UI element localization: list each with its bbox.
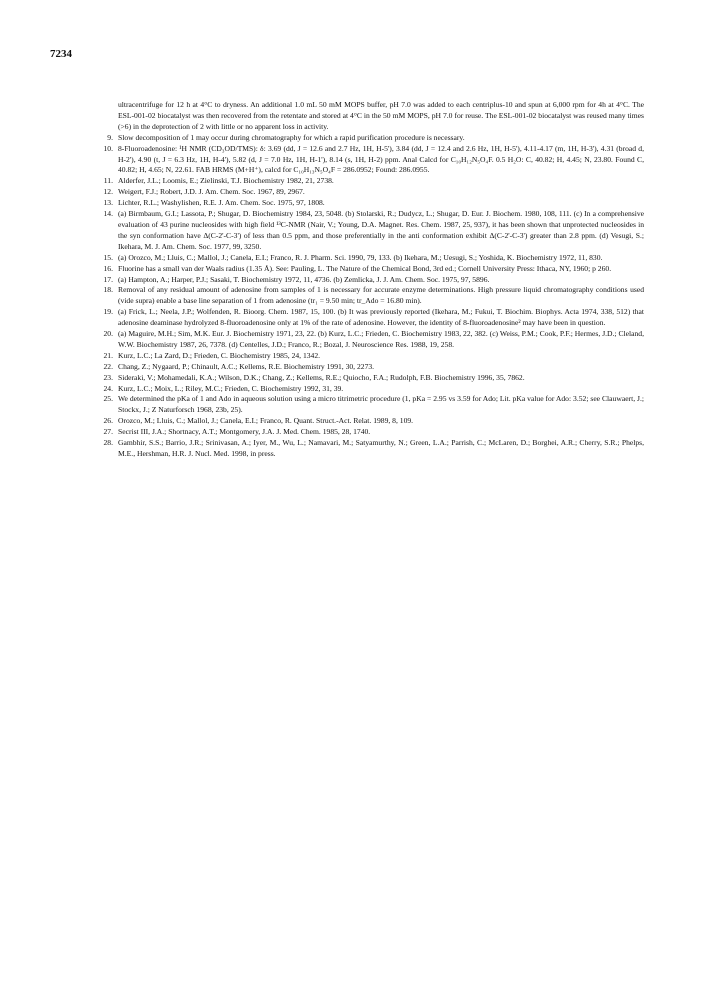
reference-text: Lichter, R.L.; Washylishen, R.E. J. Am. Chem. Soc. 1975, 97, 1808. xyxy=(118,198,325,208)
reference-28 xyxy=(92,438,644,460)
reference-continuation: ultracentrifuge for 12 h at 4°C to dryness. An additional 1.0 mL 50 mM MOPS buffer, pH 7.0 was added to each centriplus-10 and spun at 6,000 rpm for 4h at 4°C. The ESL-001-02 biocatalyst was then recovered from the retentate and stored at 4°C in the 50 mM MOPS, pH 7.0 for reuse. The ESL-001-02 biocatalyst was reused many times (>6) in the deprotection of 2 with little or no apparent loss in activity. xyxy=(118,100,644,131)
reference-number: 22. xyxy=(103,361,113,371)
reference-9 xyxy=(92,133,644,144)
reference-text: 8-Fluoroadenosine: ¹H NMR (CD₃OD/TMS): δ: 3.69 (dd, J = 12.6 and 2.7 Hz, 1H, H-5'), 3.84 (dd, J = 12.4 and 2.6 Hz, 1H, H-5'), 4.11-4.17 (m, 1H, H-3'), 4.31 (broad d, H-2'), 4.90 (t, J = 6.3 Hz, 1H, H-4'), 5.82 (d, J = 7.0 Hz, 1H, H-1'), 8.14 (s, 1H, H-2) ppm. Anal Calcd for C₁₀H₁₂N₅O₄F. 0.5 H₂O: C, 40.82; H, 4.45; N, 23.80. Found C, 40.82; H, 4.65; N, 22.61. FAB HRMS (M+H⁺), calcd for C₁₀H₁₃N₅O₄F = 286.0952; Found: 286.0955. xyxy=(118,143,644,175)
reference-text: Slow decomposition of 1 may occur during chromatography for which a rapid purification procedure is necessary. xyxy=(118,132,465,142)
reference-22 xyxy=(92,362,644,373)
reference-number: 28. xyxy=(103,438,113,448)
reference-number: 25. xyxy=(103,394,113,404)
reference-number: 21. xyxy=(103,350,113,360)
reference-number: 20. xyxy=(103,329,113,339)
reference-10 xyxy=(92,144,644,177)
reference-18 xyxy=(92,285,644,307)
reference-text: Gambhir, S.S.; Barrio, J.R.; Srinivasan, A.; Iyer, M., Wu, L.; Namavari, M.; Satyamurthy, N.; Green, L.A.; Parrish, C.; McLaren, D.; Borghei, A.R.; Cherry, S.R.; Phelps, M.E., Hershman, H.R. J. Nucl. Med. 1998, in press. xyxy=(118,438,644,458)
reference-27 xyxy=(92,427,644,438)
reference-number: 13. xyxy=(103,198,113,208)
reference-text: Fluorine has a small van der Waals radius (1.35 Å). See: Pauling, L. The Nature of the Chemical Bond, 3rd ed.; Cornell University Press: Ithaca, NY, 1960; p 260. xyxy=(118,263,612,273)
reference-text: Secrist III, J.A.; Shortnacy, A.T.; Montgomery, J.A. J. Med. Chem. 1985, 28, 1740. xyxy=(118,427,371,437)
reference-number: 27. xyxy=(103,427,113,437)
reference-19 xyxy=(92,307,644,329)
reference-text: Kurz, L.C.; La Zard, D.; Frieden, C. Biochemistry 1985, 24, 1342. xyxy=(118,350,321,360)
reference-20 xyxy=(92,329,644,351)
reference-number: 23. xyxy=(103,372,113,382)
reference-number: 11. xyxy=(103,176,113,186)
reference-number: 9. xyxy=(107,132,113,142)
reference-text: Kurz, L.C.; Moix, L.; Riley, M.C.; Frieden, C. Biochemistry 1992, 31, 39. xyxy=(118,383,344,393)
reference-number: 15. xyxy=(103,252,113,262)
reference-text: Removal of any residual amount of adenosine from samples of 1 is necessary for accurate enzyme determinations. High pressure liquid chromatography conditions used (vide supra) enable a base line separation of 1 from adenosine (tr₁ = 9.50 min; tr_Ado = 16.80 min). xyxy=(118,285,644,306)
reference-text: Weigert, F.J.; Robert, J.D. J. Am. Chem. Soc. 1967, 89, 2967. xyxy=(118,187,305,197)
reference-26 xyxy=(92,416,644,427)
reference-text: Chang, Z.; Nygaard, P.; Chinault, A.C.; Kellems, R.E. Biochemistry 1991, 30, 2273. xyxy=(118,361,375,371)
reference-21 xyxy=(92,351,644,362)
reference-13 xyxy=(92,198,644,209)
reference-text: Orozco, M.; Lluis, C.; Mallol, J.; Canela, E.I.; Franco, R. Quant. Struct.-Act. Relat. 1989, 8, 109. xyxy=(118,416,414,426)
reference-text: (a) Maguire, M.H.; Sim, M.K. Eur. J. Biochemistry 1971, 23, 22. (b) Kurz, L.C.; Frieden, C. Biochemistry 1983, 22, 382. (c) Weiss, P.M.; Cook, P.F.; Hermes, J.D.; Cleland, W.W. Biochemistry 1987, 26, 7378. (d) Centelles, J.D.; Franco, R.; Bozal, J. Neuroscience Res. 1988, 19, 258. xyxy=(118,329,644,349)
page-number: 7234 xyxy=(50,48,72,60)
reference-16 xyxy=(92,264,644,275)
reference-24 xyxy=(92,384,644,395)
reference-12 xyxy=(92,187,644,198)
references-section xyxy=(92,100,644,460)
reference-text: (a) Hampton, A.; Harper, P.J.; Sasaki, T. Biochemistry 1972, 11, 4736. (b) Zemlicka, J. J. Am. Chem. Soc. 1975, 97, 5896. xyxy=(118,274,490,284)
reference-number: 19. xyxy=(103,307,113,317)
reference-number: 12. xyxy=(103,187,113,197)
reference-23 xyxy=(92,373,644,384)
reference-11 xyxy=(92,176,644,187)
reference-number: 10. xyxy=(103,143,113,153)
reference-14 xyxy=(92,209,644,253)
reference-text: We determined the pKa of 1 and Ado in aqueous solution using a micro titrimetric procedure (1, pKa = 2.95 vs 3.59 for Ado; Lit. pKa value for Ado: 3.52; see Clauwaert, J.; Stockx, J.; Z Naturforsch 1968, 23b, 25). xyxy=(118,394,644,415)
reference-number: 17. xyxy=(103,274,113,284)
reference-25 xyxy=(92,394,644,416)
reference-text: Alderfer, J.L.; Loomis, E.; Zielinski, T.J. Biochemistry 1982, 21, 2738. xyxy=(118,176,334,186)
reference-number: 14. xyxy=(103,209,113,219)
reference-text: (a) Birmbaum, G.I.; Lassota, P.; Shugar, D. Biochemistry 1984, 23, 5048. (b) Stolarski, R.; Dudycz, L.; Shugar, D. Eur. J. Biochem. 1980, 108, 111. (c) In a comprehensive evaluation of 43 purine nucleosides with high field ¹³C-NMR (Nair, V.; Young, D.A. Magnet. Res. Chem. 1987, 25, 937), it has been shown that unprotected nucleosides in the syn conformation have Δ(C-2'-C-3') of less than 0.5 ppm, and those preferentially in the anti conformation exhibit Δ(C-2'-C-3') greater than 2.8 ppm. (d) Vesugi, S.; Ikehara, M. J. Am. Chem. Soc. 1977, 99, 3250. xyxy=(118,209,644,251)
reference-17 xyxy=(92,275,644,286)
reference-number: 16. xyxy=(103,263,113,273)
reference-number: 18. xyxy=(103,285,113,295)
reference-text: (a) Frick, L.; Neela, J.P.; Wolfenden, R. Bioorg. Chem. 1987, 15, 100. (b) It was previously reported (Ikehara, M.; Fukui, T. Biochim. Biophys. Acta 1974, 338, 512) that adenosine deaminase hydrolyzed 8-fluoroadenosine only at 1% of the rate of adenosine. However, the identity of 8-fluoroadenosine² may have been in question. xyxy=(118,307,644,328)
reference-text: Sideraki, V.; Mohamedali, K.A.; Wilson, D.K.; Chang, Z.; Kellems, R.E.; Quiocho, F.A.; Rudolph, F.B. Biochemistry 1996, 35, 7862. xyxy=(118,372,525,382)
reference-number: 24. xyxy=(103,383,113,393)
reference-text: (a) Orozco, M.; Lluis, C.; Mallol, J.; Canela, E.I.; Franco, R. J. Pharm. Sci. 1990, 79, 133. (b) Ikehara, M.; Uesugi, S.; Yoshida, K. Biochemistry 1972, 11, 830. xyxy=(118,252,603,262)
reference-15 xyxy=(92,253,644,264)
reference-number: 26. xyxy=(103,416,113,426)
